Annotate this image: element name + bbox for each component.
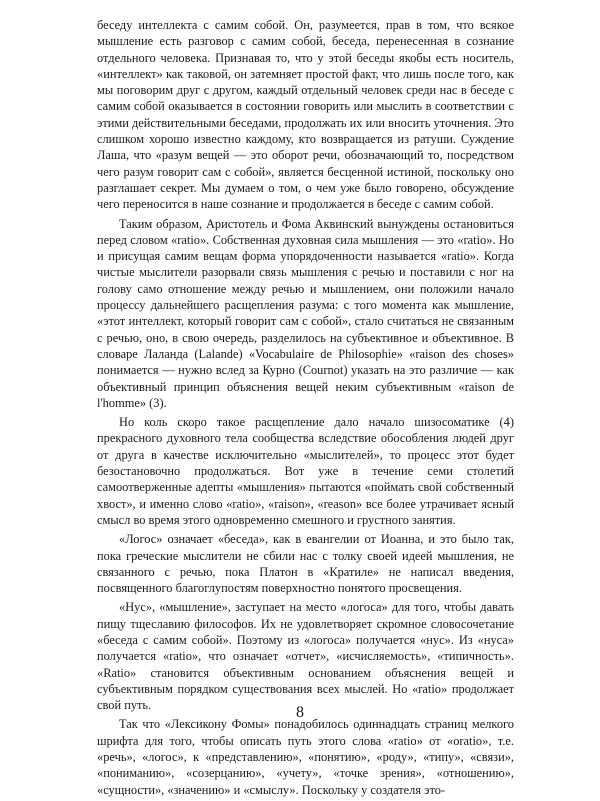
- body-text: [97, 17, 514, 801]
- paragraph-2: Таким образом, Аристотель и Фома Аквинский вынуждены остановиться перед словом «ratio». Собственная духовная сила мышления — это «ratio». Но и присущая самим вещам форма упорядоченности называется «ratio». Когда чистые мыслители разорвали связь мышления с речью и поставили с ног на голову само отношение между речью и мышлением, они положили начало процессу дальнейшего расщепления разума: с того момента как мышление, «этот интеллект, который говорит сам с собой», стало считаться не связанным с речью, оно, в свою очередь, разделилось на субъективное и объективное. В словаре Лаланда (Lalande) «Vocabulaire de Philosophie» «raison des choses» понимается — нужно вслед за Курно (Cournot) указать на это различие — как объективный принцип объяснения вещей неким субъективным «raison de l'homme» (3).: [97, 216, 514, 410]
- paragraph-3: Но коль скоро такое расщепление дало начало шизосоматике (4) прекрасного духовного тела сообщества вследствие обособления людей друг от друга в качестве исключительно «мыслителей», то процесс этот будет безостановочно продолжаться. Вот уже в течение семи столетий самоотверженные адепты «мышления» пытаются «поймать свой собственный хвост», и именно слово «ratio», «raison», «reason» все более утрачивает ясный смысл во время этого одновременно смешного и грустного занятия.: [97, 415, 514, 527]
- page-number: 8: [296, 704, 304, 721]
- paragraph-1: беседу интеллекта с самим собой. Он, разумеется, прав в том, что всякое мышление есть разговор с самим собой, беседа, перенесенная в сознание отдельного человека. Признавая то, что у этой беседы якобы есть носитель, «интеллект» как таковой, он затемняет простой факт, что лишь после того, как мы поговорим друг с другом, каждый отдельный человек среди нас в беседе с самим собой оказывается в состоянии говорить или мыслить в соответствии с этими действительными беседами, продолжать их или вносить уточнения. Это слишком хорошо известно каждому, кто возвращается из ратуши. Суждение Лаша, что «разум вещей — это оборот речи, обозначающий то, посредством чего разум говорит сам с собой», является бесценной истиной, поскольку оно разглашает секрет. Мы думаем о том, о чем уже было говорено, обсуждение чего переносится в наше сознание и продолжается в беседе с самим собой.: [97, 18, 514, 212]
- paragraph-6: Так что «Лексикону Фомы» понадобилось одиннадцать страниц мелкого шрифта для того, чтобы описать путь этого слова «ratio» от «oratio», т.е. «речь», «логос», к «представлению», «понятию», «роду», «типу», «связи», «пониманию», «созерцанию», «учету», «точке зрения», «отношению», «сущности», «значению» и «смыслу». Поскольку у создателя это-: [97, 717, 514, 797]
- paragraph-5: «Нус», «мышление», заступает на место «логоса» для того, чтобы давать пищу тщеславию философов. Их не удовлетворяет скромное словосочетание «беседа с самим собой». Поэтому из «логоса» получается «нус». Из «нуса» получается «ratio», что означает «отчет», «исчисляемость», «типичность». «Ratio» становится объективным основанием объяснения вещей и субъективным порядком существования всех мыслей. Но «ratio» продолжает свой путь.: [97, 600, 514, 713]
- paragraph-4: «Логос» означает «беседа», как в евангелии от Иоанна, и это было так, пока греческие мыслители не сбили нас с толку своей идеей мышления, не связанного с речью, пока Платон в «Кратиле» не написал введения, посвященного благоглупостям поверхностно понятого просвещения.: [97, 532, 514, 596]
